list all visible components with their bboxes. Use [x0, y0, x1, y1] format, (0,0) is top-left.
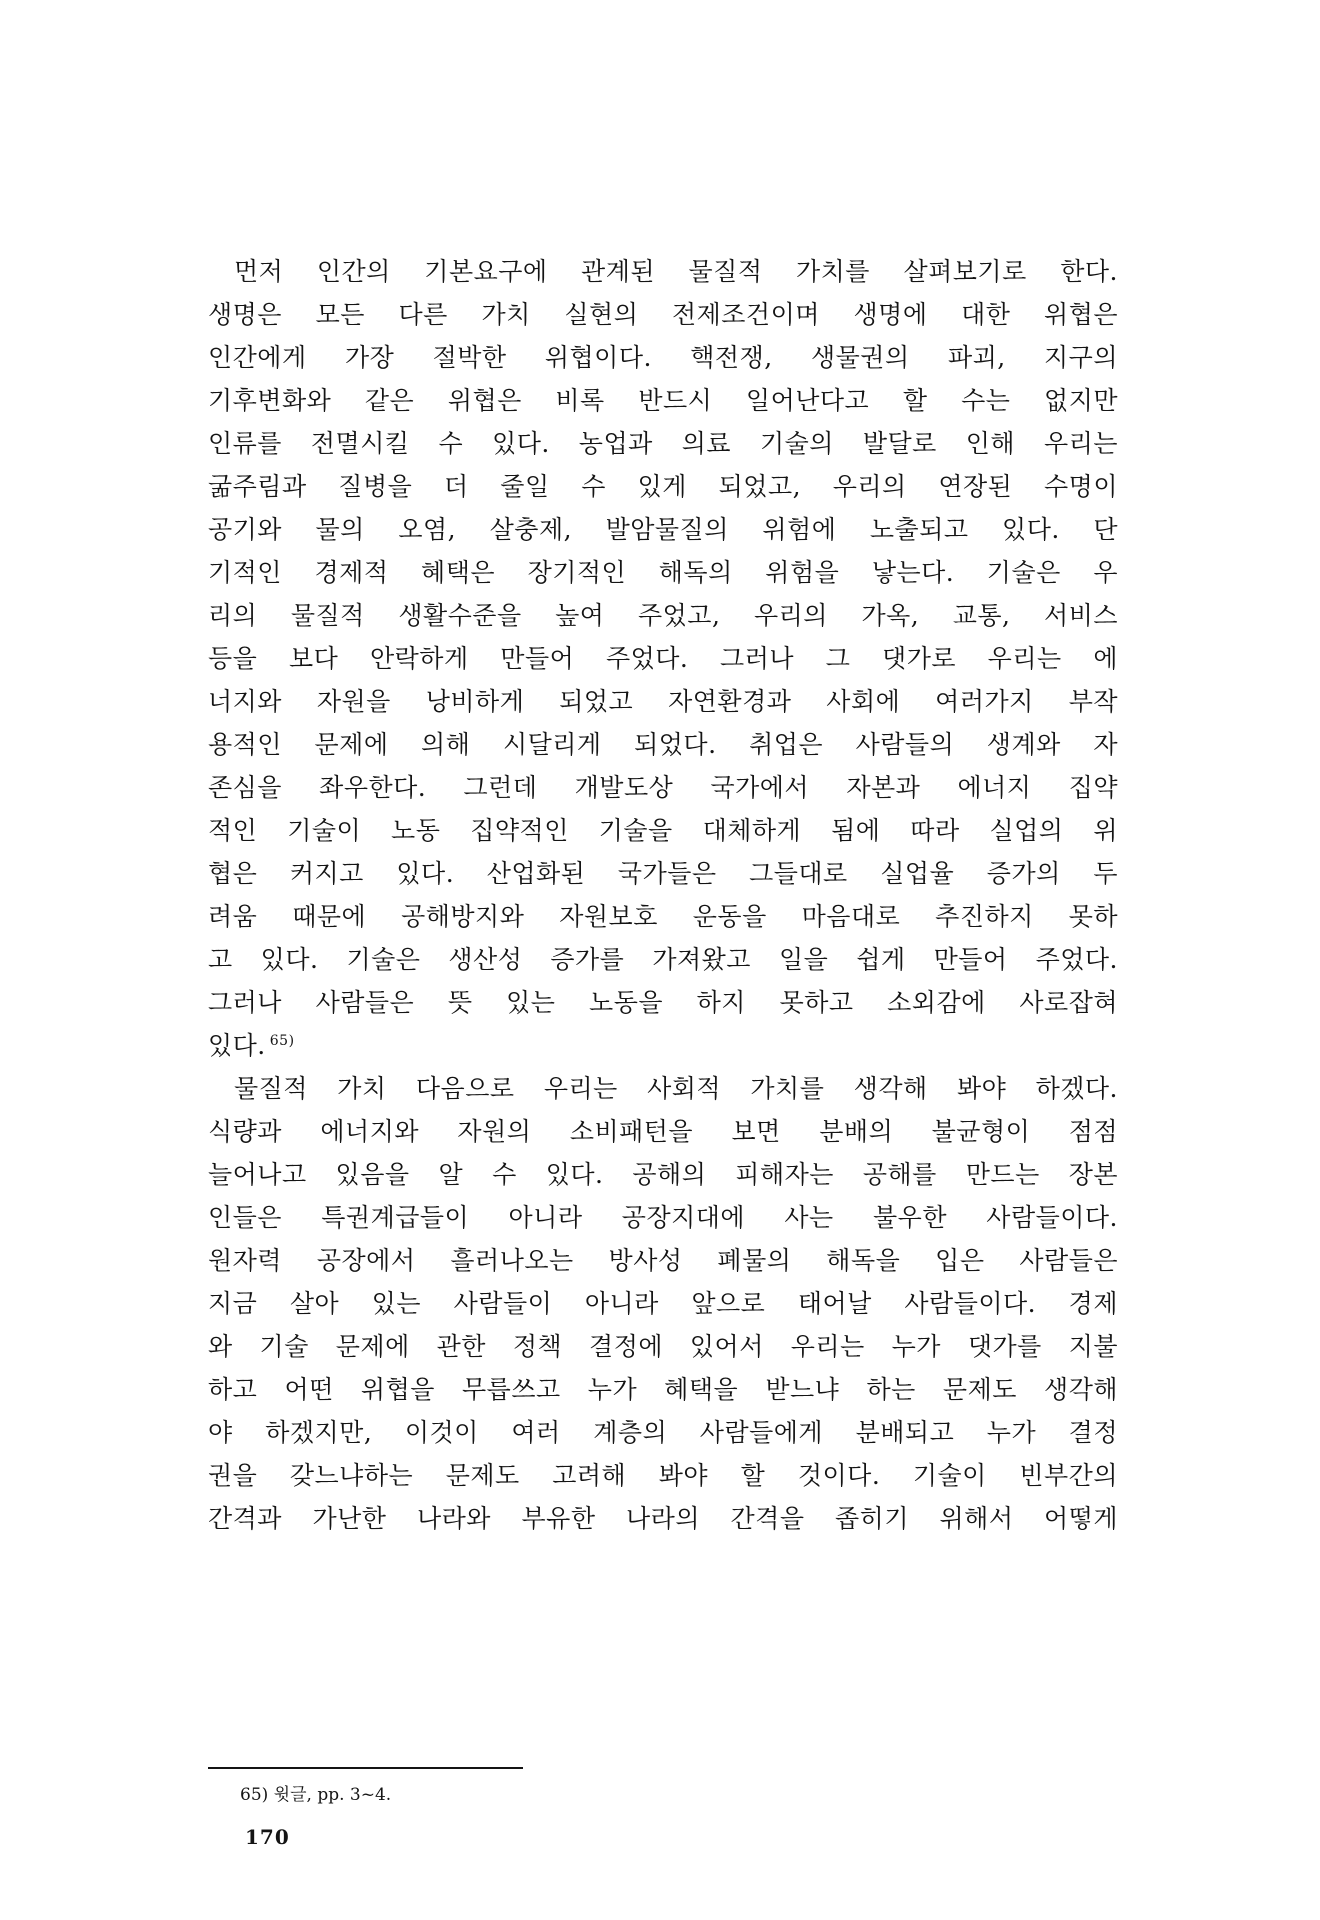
text-line: 등을 보다 안락하게 만들어 주었다. 그러나 그 댓가로 우리는 에: [208, 644, 1118, 673]
text-line: 하고 어떤 위협을 무릅쓰고 누가 혜택을 받느냐 하는 문제도 생각해: [208, 1375, 1118, 1404]
footnote: 65) 윗글, pp. 3~4.: [240, 1785, 392, 1805]
text-line-last: [208, 1024, 1118, 1067]
text-line: 인류를 전멸시킬 수 있다. 농업과 의료 기술의 발달로 인해 우리는: [208, 429, 1118, 458]
text-line: 그러나 사람들은 뜻 있는 노동을 하지 못하고 소외감에 사로잡혀: [208, 988, 1118, 1017]
text-line: 먼저 인간의 기본요구에 관계된 물질적 가치를 살펴보기로 한다.: [234, 257, 1118, 286]
text-line: 적인 기술이 노동 집약적인 기술을 대체하게 됨에 따라 실업의 위: [208, 816, 1118, 845]
text-line: 너지와 자원을 낭비하게 되었고 자연환경과 사회에 여러가지 부작: [208, 687, 1118, 716]
text-line: 늘어나고 있음을 알 수 있다. 공해의 피해자는 공해를 만드는 장본: [208, 1160, 1118, 1189]
text-line: 리의 물질적 생활수준을 높여 주었고, 우리의 가옥, 교통, 서비스: [208, 601, 1118, 630]
text-line: 인간에게 가장 절박한 위협이다. 핵전쟁, 생물권의 파괴, 지구의: [208, 343, 1118, 372]
text-line: 원자력 공장에서 흘러나오는 방사성 폐물의 해독을 입은 사람들은: [208, 1246, 1118, 1275]
text-line: 인들은 특권계급들이 아니라 공장지대에 사는 불우한 사람들이다.: [208, 1203, 1118, 1232]
text-line: 협은 커지고 있다. 산업화된 국가들은 그들대로 실업율 증가의 두: [208, 859, 1118, 888]
text-line: 용적인 문제에 의해 시달리게 되었다. 취업은 사람들의 생계와 자: [208, 730, 1118, 759]
body-text: [208, 250, 1118, 1540]
text-line: 굶주림과 질병을 더 줄일 수 있게 되었고, 우리의 연장된 수명이: [208, 472, 1118, 501]
footnote-reference: 65): [269, 1032, 295, 1049]
text-line: 려움 때문에 공해방지와 자원보호 운동을 마음대로 추진하지 못하: [208, 902, 1118, 931]
text-line: 와 기술 문제에 관한 정책 결정에 있어서 우리는 누가 댓가를 지불: [208, 1332, 1118, 1361]
text-line-content: 있다.: [208, 1031, 266, 1060]
text-line: 야 하겠지만, 이것이 여러 계층의 사람들에게 분배되고 누가 결정: [208, 1418, 1118, 1447]
text-line: 고 있다. 기술은 생산성 증가를 가져왔고 일을 쉽게 만들어 주었다.: [208, 945, 1118, 974]
text-line: 공기와 물의 오염, 살충제, 발암물질의 위험에 노출되고 있다. 단: [208, 515, 1118, 544]
text-line: 식량과 에너지와 자원의 소비패턴을 보면 분배의 불균형이 점점: [208, 1117, 1118, 1146]
text-line: 기후변화와 같은 위협은 비록 반드시 일어난다고 할 수는 없지만: [208, 386, 1118, 415]
text-line: 지금 살아 있는 사람들이 아니라 앞으로 태어날 사람들이다. 경제: [208, 1289, 1118, 1318]
text-line: 생명은 모든 다른 가치 실현의 전제조건이며 생명에 대한 위협은: [208, 300, 1118, 329]
text-line: 물질적 가치 다음으로 우리는 사회적 가치를 생각해 봐야 하겠다.: [234, 1074, 1118, 1103]
text-line: 간격과 가난한 나라와 부유한 나라의 간격을 좁히기 위해서 어떻게: [208, 1504, 1118, 1533]
page-number: 170: [245, 1825, 290, 1849]
text-line: 권을 갖느냐하는 문제도 고려해 봐야 할 것이다. 기술이 빈부간의: [208, 1461, 1118, 1490]
text-line: 기적인 경제적 혜택은 장기적인 해독의 위험을 낳는다. 기술은 우: [208, 558, 1118, 587]
footnote-divider: [208, 1767, 523, 1769]
text-line: 존심을 좌우한다. 그런데 개발도상 국가에서 자본과 에너지 집약: [208, 773, 1118, 802]
